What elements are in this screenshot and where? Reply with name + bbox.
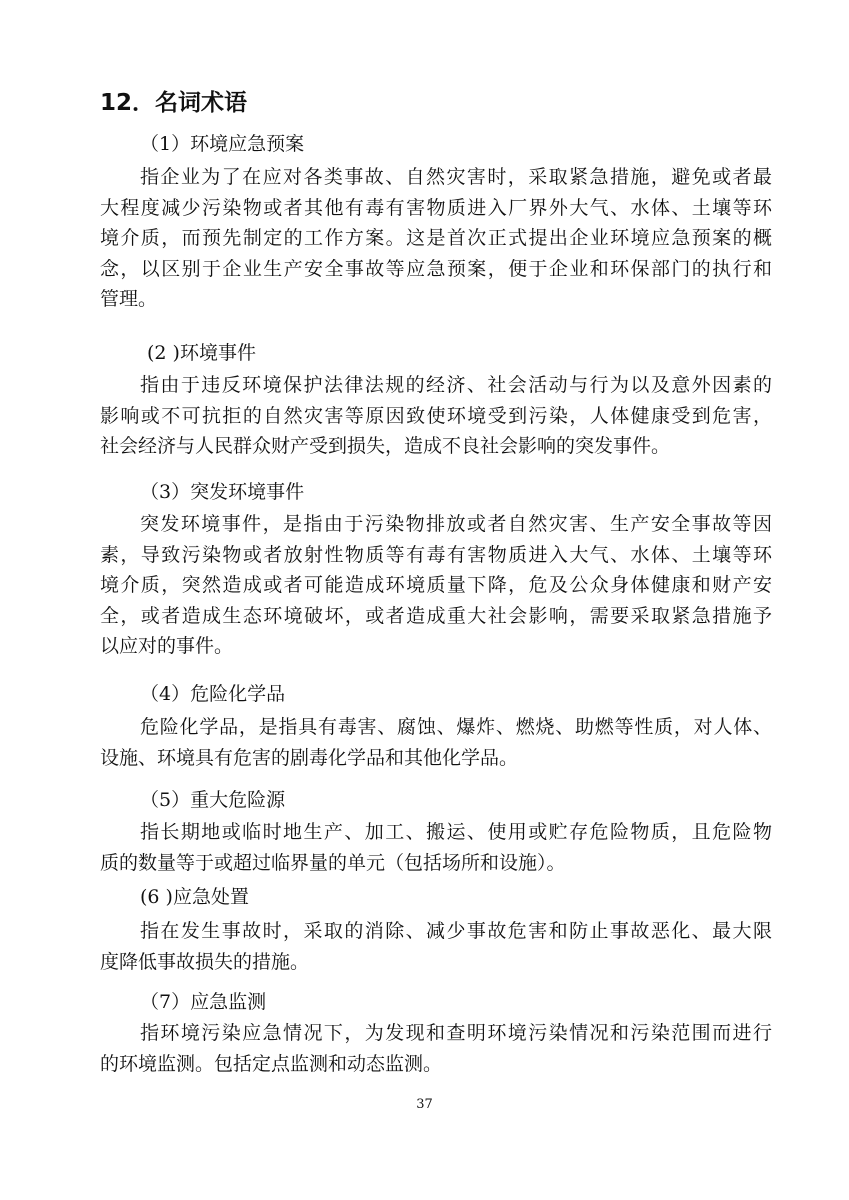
paragraph-line: 境介质，突然造成或者可能造成环境质量下降，危及公众身体健康和财产安 (100, 574, 772, 596)
paragraph-line: 社会经济与人民群众财产受到损失，造成不良社会影响的突发事件。 (100, 435, 671, 457)
paragraph-line: 以应对的事件。 (100, 635, 234, 657)
subheading-7: （7）应急监测 (140, 991, 267, 1013)
page-number: 37 (416, 1097, 433, 1112)
paragraph-2 (100, 370, 772, 462)
paragraph-line: 危险化学品，是指具有毒害、腐蚀、爆炸、燃烧、助燃等性质，对人体、 (140, 716, 772, 738)
paragraph-line: 指在发生事故时，采取的消除、减少事故危害和防止事故恶化、最大限 (140, 920, 772, 942)
paragraph-line: 质的数量等于或超过临界量的单元（包括场所和设施）。 (100, 851, 566, 874)
paragraph-line: 指企业为了在应对各类事故、自然灾害时，采取紧急措施，避免或者最 (140, 166, 772, 188)
subheading-5: （5）重大危险源 (140, 789, 286, 811)
paragraph-line: 指环境污染应急情况下，为发现和查明环境污染情况和污染范围而进行 (140, 1022, 772, 1044)
paragraph-line: 素，导致污染物或者放射性物质等有毒有害物质进入大气、水体、土壤等环 (100, 543, 772, 566)
paragraph-line: 度降低事故损失的措施。 (100, 950, 310, 973)
paragraph-line: 的环境监测。包括定点监测和动态监测。 (100, 1052, 443, 1075)
subheading-2: (2 )环境事件 (147, 342, 256, 364)
paragraph-6 (100, 916, 772, 977)
subheading-4: （4）危险化学品 (140, 683, 286, 705)
paragraph-line: 指长期地或临时地生产、加工、搬运、使用或贮存危险物质，且危险物 (140, 821, 772, 843)
paragraph-3 (100, 509, 772, 662)
paragraph-line: 影响或不可抗拒的自然灾害等原因致使环境受到污染，人体健康受到危害， (100, 404, 772, 427)
paragraph-1 (100, 162, 772, 315)
paragraph-line: 管理。 (100, 288, 158, 310)
subheading-1: （1）环境应急预案 (140, 133, 305, 155)
paragraph-line: 境介质，而预先制定的工作方案。这是首次正式提出企业环境应急预案的概 (100, 227, 772, 249)
paragraph-5 (100, 817, 772, 878)
paragraph-line: 念，以区别于企业生产安全事故等应急预案，便于企业和环保部门的执行和 (100, 257, 772, 280)
paragraph-line: 突发环境事件，是指由于污染物排放或者自然灾害、生产安全事故等因 (140, 513, 772, 535)
section-heading: 12．名词术语 (100, 90, 248, 116)
paragraph-line: 设施、环境具有危害的剧毒化学品和其他化学品。 (100, 746, 519, 769)
subheading-3: （3）突发环境事件 (140, 481, 305, 503)
paragraph-line: 大程度减少污染物或者其他有毒有害物质进入厂界外大气、水体、土壤等环 (100, 196, 772, 219)
paragraph-line: 全，或者造成生态环境破坏，或者造成重大社会影响，需要采取紧急措施予 (100, 604, 772, 627)
paragraph-4 (100, 712, 772, 773)
paragraph-7 (100, 1018, 772, 1079)
paragraph-line: 指由于违反环境保护法律法规的经济、社会活动与行为以及意外因素的 (140, 374, 772, 396)
subheading-6: (6 )应急处置 (140, 886, 249, 908)
